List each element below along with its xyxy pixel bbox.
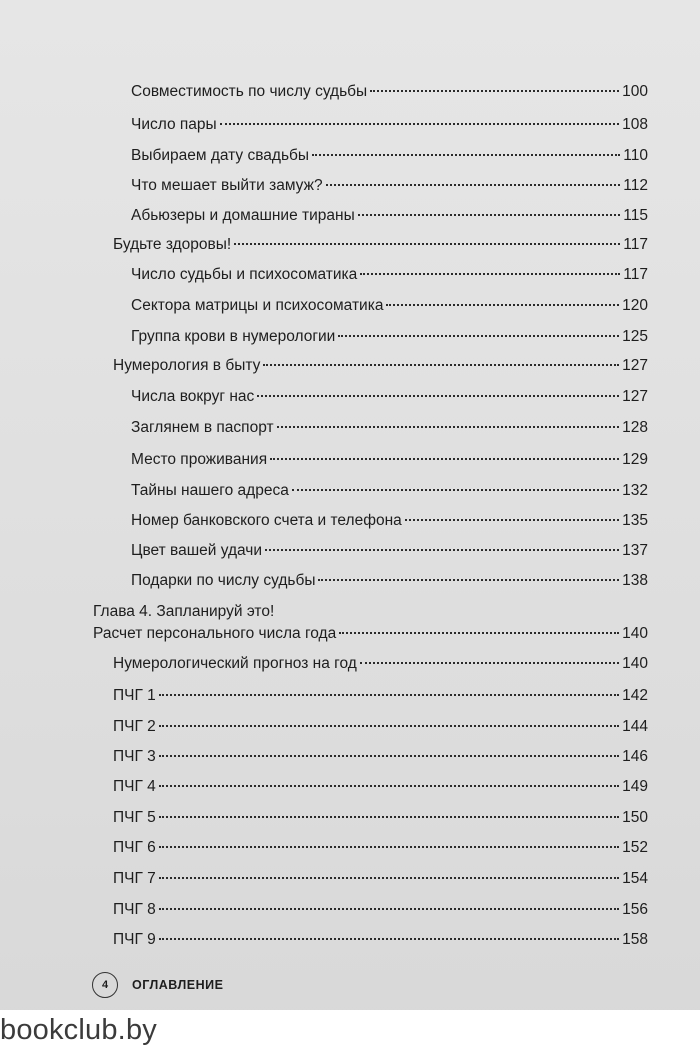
leader-dots [159, 755, 619, 757]
leader-dots [234, 243, 620, 245]
toc-entry-page: 158 [622, 931, 648, 948]
toc-entry [113, 717, 648, 737]
toc-entry [131, 206, 648, 226]
leader-dots [159, 725, 619, 727]
toc-entry [113, 686, 648, 706]
toc-entry [113, 654, 648, 674]
toc-entry [93, 624, 648, 644]
toc-entry-page: 115 [623, 207, 648, 224]
watermark-bar [0, 1010, 700, 1059]
leader-dots [339, 632, 619, 634]
toc-entry [113, 808, 648, 828]
toc-entry-page: 140 [622, 655, 648, 672]
toc-entry-title: ПЧГ 9 [113, 931, 156, 948]
toc-entry-title: Группа крови в нумерологии [131, 328, 336, 345]
toc-entry-page: 129 [622, 451, 648, 468]
toc-entry-title: ПЧГ 3 [113, 748, 156, 765]
toc-entry [131, 115, 648, 135]
toc-entry [113, 356, 648, 376]
toc-entry-page: 132 [622, 482, 648, 499]
leader-dots [159, 694, 619, 696]
toc-entry-page: 108 [622, 116, 648, 133]
toc-entry-title: Что мешает выйти замуж? [131, 177, 323, 194]
leader-dots [257, 395, 619, 397]
toc-entry [113, 235, 648, 255]
toc-entry-title: ПЧГ 2 [113, 718, 156, 735]
leader-dots [326, 184, 621, 186]
toc-entry [131, 387, 648, 407]
toc-entry [131, 82, 648, 102]
toc-entry-page: 144 [622, 718, 648, 735]
page-number: 4 [92, 972, 118, 998]
toc-entry-title: Абьюзеры и домашние тираны [131, 207, 355, 224]
leader-dots [159, 816, 619, 818]
toc-entry-page: 142 [622, 687, 648, 704]
toc-entry-page: 149 [622, 778, 648, 795]
toc-entry-page: 146 [622, 748, 648, 765]
toc-entry-title: Цвет вашей удачи [131, 542, 263, 559]
toc-entry-title: Расчет персонального числа года [93, 625, 337, 642]
toc-entry-title: Число пары [131, 116, 217, 133]
toc-entry [113, 777, 648, 797]
leader-dots [312, 154, 620, 156]
toc-entry [131, 176, 648, 196]
leader-dots [360, 273, 620, 275]
toc-entry-title: ПЧГ 8 [113, 901, 156, 918]
leader-dots [263, 364, 619, 366]
toc-entry [131, 327, 648, 347]
leader-dots [159, 846, 619, 848]
toc-entry-title: Число судьбы и психосоматика [131, 266, 358, 283]
toc-entry-title: ПЧГ 4 [113, 778, 156, 795]
page-footer [92, 972, 223, 998]
toc-entry [131, 450, 648, 470]
toc-entry-page: 120 [622, 297, 648, 314]
toc-entry-page: 135 [622, 512, 648, 529]
toc-entry [131, 571, 648, 591]
watermark-text: bookclub.by [0, 1014, 157, 1046]
toc-entry [113, 747, 648, 767]
toc-entry-page: 117 [623, 266, 648, 283]
toc-entry-title: ПЧГ 5 [113, 809, 156, 826]
leader-dots [159, 785, 619, 787]
leader-dots [405, 519, 619, 521]
section-label: ОГЛАВЛЕНИЕ [132, 978, 224, 992]
toc-entry-title: Сектора матрицы и психосоматика [131, 297, 384, 314]
toc-entry [131, 296, 648, 316]
toc-entry-title: Место проживания [131, 451, 268, 468]
toc-entry-title: Подарки по числу судьбы [131, 572, 316, 589]
toc-entry-page: 110 [623, 147, 648, 164]
leader-dots [386, 304, 619, 306]
toc-entry [113, 838, 648, 858]
toc-entry-page: 128 [622, 419, 648, 436]
leader-dots [159, 877, 619, 879]
toc-entry-title: Нумерология в быту [113, 357, 261, 374]
toc-entry-title: Тайны нашего адреса [131, 482, 289, 499]
toc-entry [131, 481, 648, 501]
toc-entry [131, 511, 648, 531]
toc-entry-page: 140 [622, 625, 648, 642]
leader-dots [277, 426, 620, 428]
toc-entry-title: ПЧГ 7 [113, 870, 156, 887]
toc-entry-page: 138 [622, 572, 648, 589]
toc-entry [113, 930, 648, 950]
leader-dots [265, 549, 619, 551]
toc-entry-page: 117 [623, 236, 648, 253]
leader-dots [370, 90, 619, 92]
toc-entry [131, 418, 648, 438]
leader-dots [358, 214, 621, 216]
toc-entry-title: Заглянем в паспорт [131, 419, 274, 436]
leader-dots [159, 908, 619, 910]
toc-entry-page: 125 [622, 328, 648, 345]
leader-dots [292, 489, 619, 491]
toc-entry-page: 112 [623, 177, 648, 194]
toc-entry-page: 127 [622, 357, 648, 374]
leader-dots [338, 335, 619, 337]
toc-entry-title: Номер банковского счета и телефона [131, 512, 402, 529]
toc-entry-page: 150 [622, 809, 648, 826]
toc-entry [131, 146, 648, 166]
leader-dots [270, 458, 619, 460]
toc-entry-page: 100 [622, 83, 648, 100]
toc-entry-page: 127 [622, 388, 648, 405]
toc-entry [131, 265, 648, 285]
toc-entry-title: ПЧГ 6 [113, 839, 156, 856]
toc-entry-title: Выбираем дату свадьбы [131, 147, 310, 164]
leader-dots [159, 938, 619, 940]
toc-entry-title: ПЧГ 1 [113, 687, 156, 704]
chapter-heading: Глава 4. Запланируй это! [93, 603, 275, 620]
toc-entry-title: Числа вокруг нас [131, 388, 255, 405]
toc-entry [113, 869, 648, 889]
toc-entry-title: Совместимость по числу судьбы [131, 83, 368, 100]
toc-entry-page: 156 [622, 901, 648, 918]
toc-entry [131, 541, 648, 561]
toc-entry-page: 137 [622, 542, 648, 559]
toc-entry [113, 900, 648, 920]
toc-entry-page: 152 [622, 839, 648, 856]
toc-entry-page: 154 [622, 870, 648, 887]
toc-entry-title: Будьте здоровы! [113, 236, 232, 253]
toc-entry-title: Нумерологический прогноз на год [113, 655, 357, 672]
leader-dots [318, 579, 619, 581]
leader-dots [360, 662, 619, 664]
leader-dots [220, 123, 619, 125]
